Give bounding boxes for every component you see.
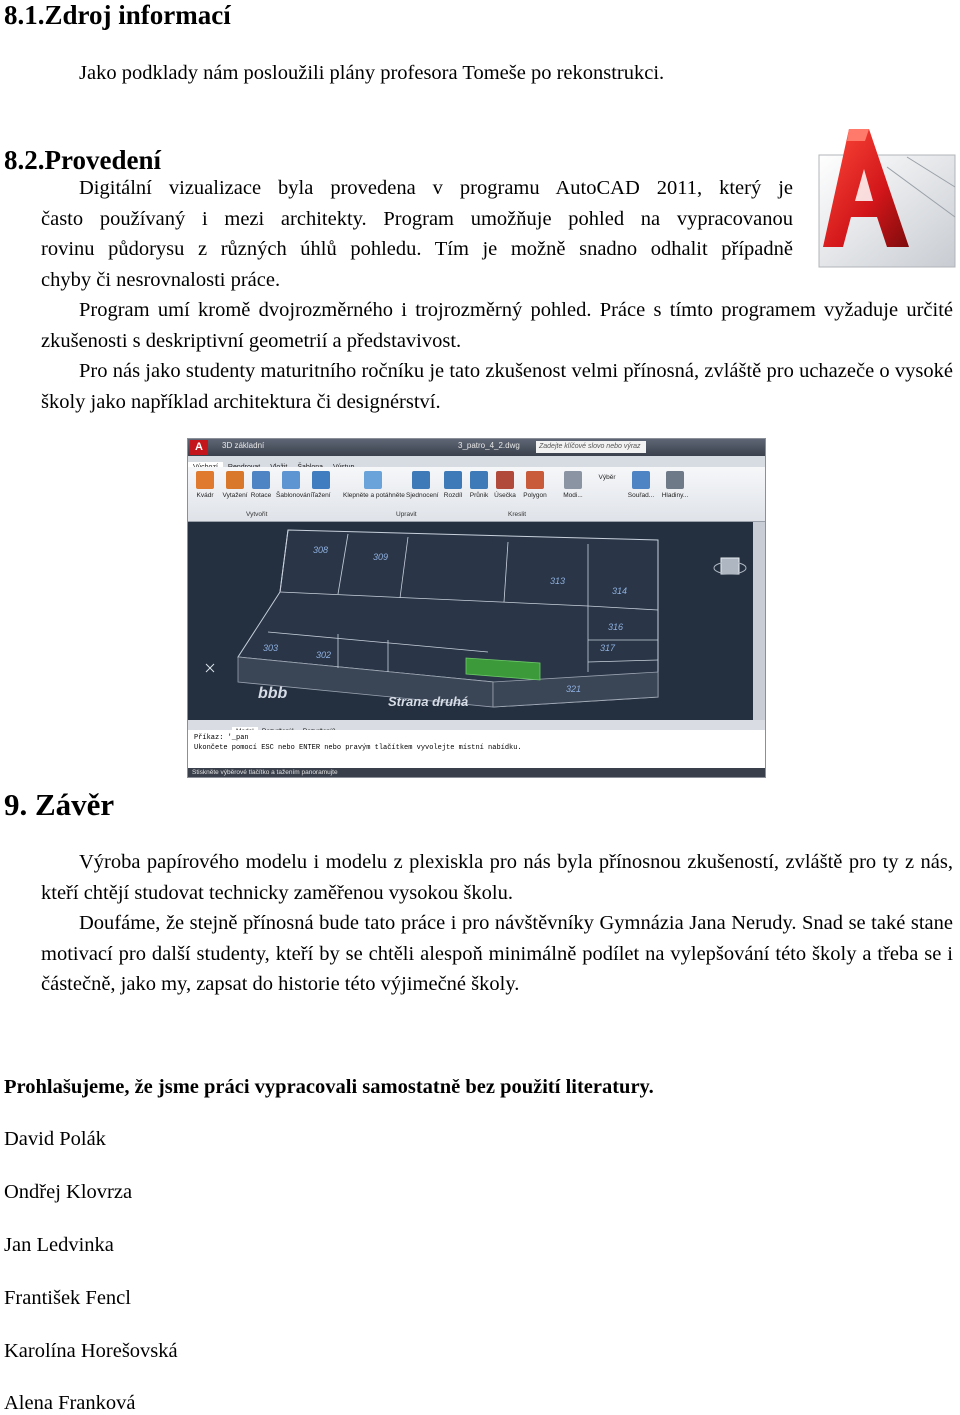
ucs-axis-icon bbox=[206, 664, 214, 672]
author-name: František Fencl bbox=[4, 1287, 131, 1309]
loft-icon bbox=[282, 471, 300, 489]
logo-letter: A bbox=[817, 127, 818, 128]
tool-label: Hladiny... bbox=[661, 492, 689, 499]
room-label: 313 bbox=[550, 576, 566, 586]
floor-plan-model bbox=[238, 530, 658, 707]
declaration: Prohlašujeme, že jsme práci vypracovali samostatně bez použití literatury. bbox=[4, 1076, 654, 1098]
tool-label: Sjednocení bbox=[406, 492, 439, 499]
tool-rotace[interactable] bbox=[246, 471, 276, 499]
sweep-icon bbox=[312, 471, 330, 489]
tool-label: Rozdíl bbox=[443, 492, 463, 499]
revolve-icon bbox=[252, 471, 270, 489]
cad-viewport[interactable] bbox=[188, 522, 753, 720]
tool-label: Souřad... bbox=[627, 492, 655, 499]
subtract-icon bbox=[444, 471, 462, 489]
text-line: často používaný i mezi architekty. Program umožňuje pohled na vypracovanou bbox=[41, 207, 793, 230]
ribbon-tabs bbox=[188, 456, 765, 467]
text-line: rovinu půdorysu z různých úhlů pohledu. Tím je možně snadno odhalit případně bbox=[41, 238, 793, 261]
tool-label: Výběr bbox=[598, 474, 616, 481]
tool-presspull[interactable] bbox=[343, 471, 403, 499]
model-label-bbb: bbb bbox=[258, 685, 288, 702]
layers-icon bbox=[666, 471, 684, 489]
room-label: 302 bbox=[316, 650, 332, 660]
author-name: Ondřej Klovrza bbox=[4, 1181, 133, 1203]
status-bar: Stiskněte výběrové tlačítko a tažením panoramujte bbox=[188, 768, 765, 778]
room-label: 308 bbox=[313, 545, 329, 555]
tool-label: Šablonování bbox=[276, 492, 313, 499]
autocad-screenshot bbox=[187, 438, 766, 778]
tool-label: Tažení bbox=[311, 492, 331, 499]
tool-tazeni[interactable] bbox=[306, 471, 336, 499]
tool-vyber[interactable] bbox=[592, 471, 622, 481]
panel-upravit: Upravit bbox=[396, 511, 417, 518]
tool-label: Vytažení bbox=[222, 492, 248, 499]
autocad-logo-image bbox=[817, 127, 956, 268]
presspull-icon bbox=[364, 471, 382, 489]
tool-label: Rotace bbox=[250, 492, 272, 499]
tool-label: Úsečka bbox=[494, 492, 516, 499]
union-icon bbox=[412, 471, 430, 489]
paragraph-conclusion-1: Výroba papírového modelu i modelu z plexiskla pro nás byla přínosnou zkušeností, zvláště pro ty z nás, kteří chtějí studovat technicky zaměřenou vysokou školu. bbox=[41, 851, 953, 904]
layout-tabs bbox=[188, 720, 765, 730]
paragraph-sources: Jako podklady nám posloužili plány profesora Tomeše po rekonstrukci. bbox=[79, 62, 665, 84]
room-label: 317 bbox=[600, 643, 616, 653]
paragraph-2d-3d: Program umí kromě dvojrozměrného i trojrozměrný pohled. Práce s tímto programem vyžaduje určité zkušenosti s deskriptivní geometrií a představivost. bbox=[41, 299, 953, 352]
paragraph-students: Pro nás jako studenty maturitního ročníku je tato zkušenost velmi přínosná, zvláště pro uchazeče o vysoké školy jako například architektura či designérství. bbox=[41, 360, 953, 413]
tool-sablonovani[interactable] bbox=[276, 471, 313, 499]
text-line: Digitální vizualizace byla provedena v programu AutoCAD 2011, který je bbox=[79, 177, 793, 199]
paragraph-execution bbox=[41, 173, 793, 296]
workspace-selector[interactable]: 3D základní bbox=[222, 441, 265, 450]
tool-kvadr[interactable] bbox=[190, 471, 220, 499]
cad-titlebar bbox=[188, 439, 765, 456]
author-name: David Polák bbox=[4, 1128, 106, 1150]
room-label: 316 bbox=[608, 622, 624, 632]
room-label: 321 bbox=[566, 684, 582, 694]
line-icon bbox=[496, 471, 514, 489]
command-line[interactable] bbox=[188, 730, 765, 768]
intersect-icon bbox=[470, 471, 488, 489]
vertical-scrollbar[interactable] bbox=[753, 522, 765, 720]
polygon-icon bbox=[526, 471, 544, 489]
search-input[interactable]: Zadejte klíčové slovo nebo výraz bbox=[536, 441, 646, 453]
room-label: 314 bbox=[612, 586, 628, 596]
paragraph-conclusion-2: Doufáme, že stejně přínosná bude tato práce i pro návštěvníky Gymnázia Jana Nerudy. Snad se také stane motivací pro další studenty, kteří by se chtěli alespoň minimálně podílet na vylepšování této školy a třeba se i částečně, jako my, zapsat do historie této výjimečné školy. bbox=[41, 912, 953, 996]
document-title: 3_patro_4_2.dwg bbox=[458, 441, 520, 450]
command-line-2: Ukončete pomocí ESC nebo ENTER nebo pravým tlačítkem vyvolejte místní nabídku. bbox=[194, 744, 522, 752]
viewcube-icon[interactable] bbox=[714, 558, 746, 574]
tool-label: Průnik bbox=[469, 492, 489, 499]
author-name: Karolína Horešovská bbox=[4, 1340, 178, 1362]
tool-label: Modi... bbox=[563, 492, 583, 499]
ribbon bbox=[188, 467, 765, 522]
panel-kreslit: Kreslit bbox=[508, 511, 527, 518]
tool-souradnice[interactable] bbox=[626, 471, 656, 499]
room-label: 309 bbox=[373, 552, 389, 562]
author-name: Alena Franková bbox=[4, 1392, 136, 1414]
tool-polygon[interactable] bbox=[520, 471, 550, 499]
tool-label: Polygon bbox=[523, 492, 547, 499]
model-label-strana: Strana druhá bbox=[388, 694, 469, 709]
chapter-heading-9: 9. Závěr bbox=[4, 787, 115, 822]
panel-vytvorit: Vytvořit bbox=[246, 511, 268, 518]
section-heading-8-1: 8.1.Zdroj informací bbox=[4, 0, 231, 30]
tool-label: Klepněte a potáhněte bbox=[343, 492, 405, 499]
tool-modify[interactable] bbox=[558, 471, 588, 499]
tool-sjednoceni[interactable] bbox=[406, 471, 439, 499]
section-heading-8-2: 8.2.Provedení bbox=[4, 145, 161, 175]
extrude-icon bbox=[226, 471, 244, 489]
text-line: chyby či nesrovnalosti práce. bbox=[41, 269, 281, 292]
command-line-1: Příkaz: '_pan bbox=[194, 734, 249, 742]
room-label: 303 bbox=[263, 643, 279, 653]
box-icon bbox=[196, 471, 214, 489]
autocad-app-icon[interactable]: A bbox=[190, 440, 208, 455]
author-name: Jan Ledvinka bbox=[4, 1234, 114, 1256]
modify-icon bbox=[564, 471, 582, 489]
tool-label: Kvádr bbox=[196, 492, 214, 499]
ucs-icon bbox=[632, 471, 650, 489]
tool-usecka[interactable] bbox=[490, 471, 520, 499]
tool-hladiny[interactable] bbox=[660, 471, 690, 499]
